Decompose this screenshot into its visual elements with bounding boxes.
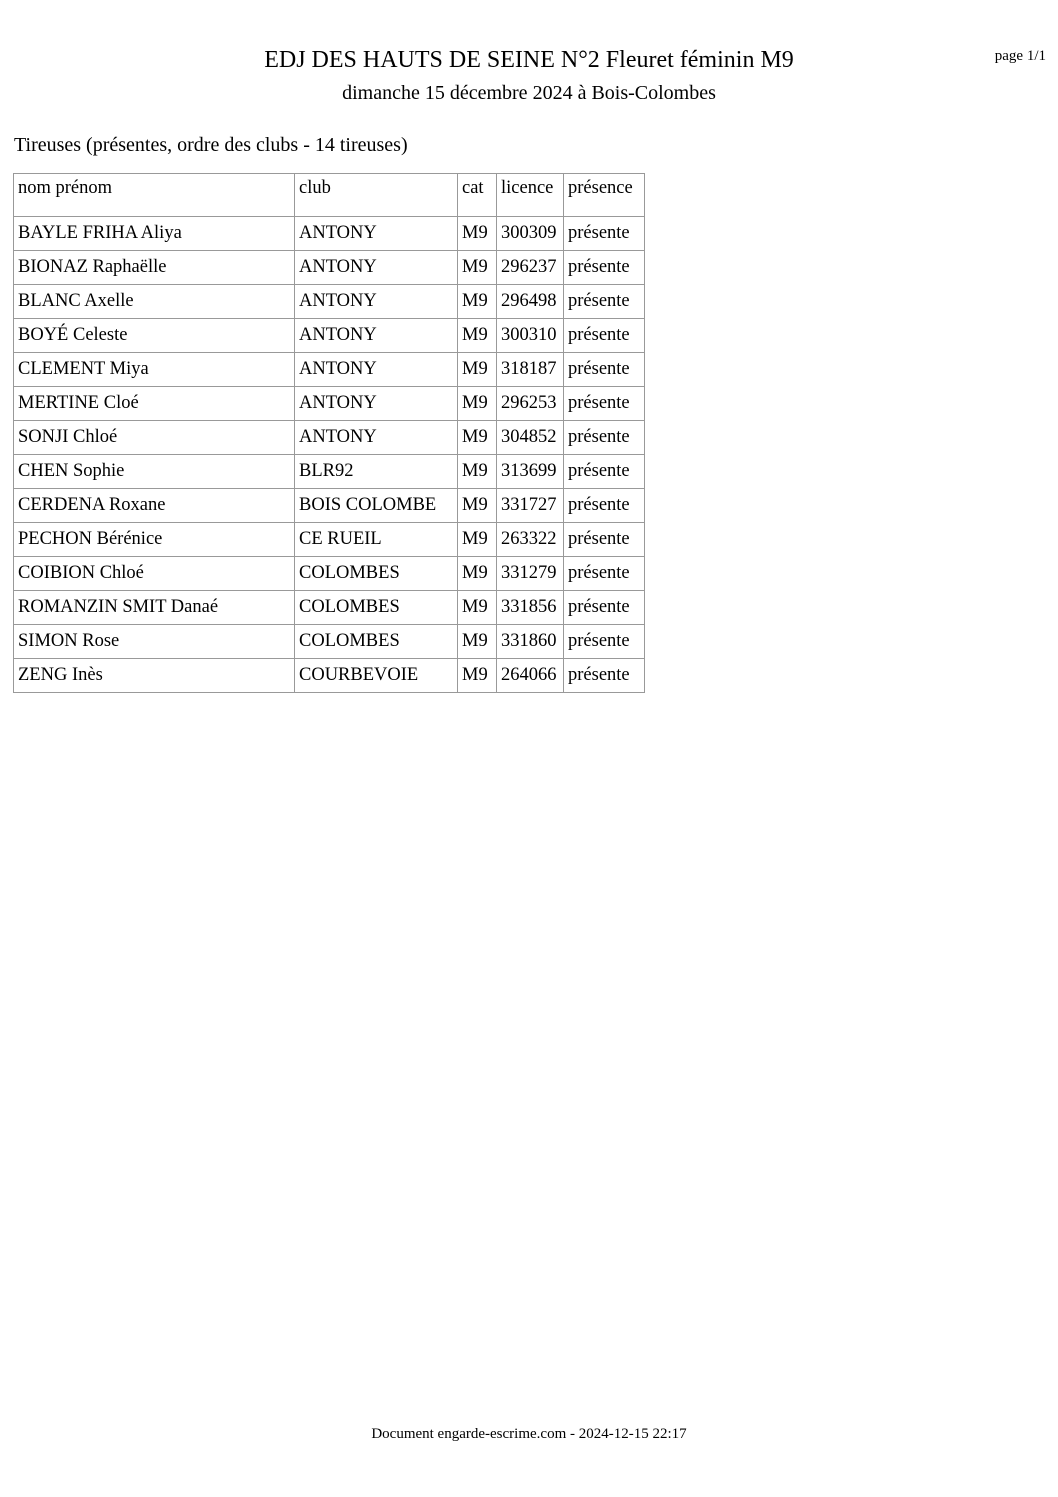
table-header-row (14, 174, 645, 217)
table-body (14, 217, 645, 693)
cell-presence: présente (564, 319, 645, 353)
cell-name: PECHON Bérénice (14, 523, 295, 557)
cell-cat: M9 (458, 659, 497, 693)
table-row (14, 523, 645, 557)
table-row (14, 421, 645, 455)
cell-cat: M9 (458, 455, 497, 489)
cell-name: MERTINE Cloé (14, 387, 295, 421)
cell-licence: 296253 (497, 387, 564, 421)
cell-cat: M9 (458, 387, 497, 421)
cell-club: BLR92 (295, 455, 458, 489)
cell-presence: présente (564, 489, 645, 523)
cell-name: BLANC Axelle (14, 285, 295, 319)
cell-name: SONJI Chloé (14, 421, 295, 455)
cell-licence: 331860 (497, 625, 564, 659)
table-row (14, 659, 645, 693)
table-row (14, 557, 645, 591)
cell-cat: M9 (458, 557, 497, 591)
cell-licence: 300309 (497, 217, 564, 251)
table-row (14, 625, 645, 659)
cell-presence: présente (564, 557, 645, 591)
cell-cat: M9 (458, 489, 497, 523)
cell-club: ANTONY (295, 319, 458, 353)
cell-presence: présente (564, 353, 645, 387)
cell-licence: 264066 (497, 659, 564, 693)
cell-presence: présente (564, 285, 645, 319)
table-row (14, 251, 645, 285)
cell-club: COLOMBES (295, 625, 458, 659)
cell-licence: 304852 (497, 421, 564, 455)
table-row (14, 387, 645, 421)
cell-name: CHEN Sophie (14, 455, 295, 489)
cell-club: COLOMBES (295, 591, 458, 625)
cell-name: COIBION Chloé (14, 557, 295, 591)
cell-cat: M9 (458, 523, 497, 557)
cell-name: ZENG Inès (14, 659, 295, 693)
cell-club: COLOMBES (295, 557, 458, 591)
table-row (14, 319, 645, 353)
cell-presence: présente (564, 591, 645, 625)
cell-cat: M9 (458, 421, 497, 455)
cell-presence: présente (564, 659, 645, 693)
cell-club: CE RUEIL (295, 523, 458, 557)
cell-cat: M9 (458, 591, 497, 625)
cell-name: BIONAZ Raphaëlle (14, 251, 295, 285)
cell-presence: présente (564, 217, 645, 251)
cell-licence: 318187 (497, 353, 564, 387)
cell-club: ANTONY (295, 217, 458, 251)
document-subtitle: dimanche 15 décembre 2024 à Bois-Colombes (342, 82, 716, 104)
cell-licence: 313699 (497, 455, 564, 489)
page-number: page 1/1 (994, 48, 1046, 64)
cell-cat: M9 (458, 319, 497, 353)
cell-club: ANTONY (295, 387, 458, 421)
table-row (14, 489, 645, 523)
table-row (14, 217, 645, 251)
cell-presence: présente (564, 251, 645, 285)
cell-club: ANTONY (295, 251, 458, 285)
cell-licence: 331279 (497, 557, 564, 591)
cell-name: BAYLE FRIHA Aliya (14, 217, 295, 251)
cell-name: CLEMENT Miya (14, 353, 295, 387)
cell-club: ANTONY (295, 285, 458, 319)
document-title: EDJ DES HAUTS DE SEINE N°2 Fleuret féminin M9 (264, 47, 794, 73)
cell-licence: 331727 (497, 489, 564, 523)
cell-name: SIMON Rose (14, 625, 295, 659)
cell-presence: présente (564, 625, 645, 659)
cell-club: ANTONY (295, 353, 458, 387)
column-header-club: club (295, 174, 458, 217)
cell-club: ANTONY (295, 421, 458, 455)
table-row (14, 591, 645, 625)
column-header-cat: cat (458, 174, 497, 217)
column-header-name: nom prénom (14, 174, 295, 217)
cell-licence: 263322 (497, 523, 564, 557)
cell-licence: 300310 (497, 319, 564, 353)
cell-licence: 296237 (497, 251, 564, 285)
cell-club: BOIS COLOMBE (295, 489, 458, 523)
cell-licence: 331856 (497, 591, 564, 625)
cell-name: ROMANZIN SMIT Danaé (14, 591, 295, 625)
cell-club: COURBEVOIE (295, 659, 458, 693)
fencers-table (13, 173, 645, 693)
cell-name: CERDENA Roxane (14, 489, 295, 523)
cell-cat: M9 (458, 353, 497, 387)
cell-name: BOYÉ Celeste (14, 319, 295, 353)
cell-cat: M9 (458, 285, 497, 319)
table-row (14, 285, 645, 319)
cell-cat: M9 (458, 625, 497, 659)
table-row (14, 455, 645, 489)
cell-cat: M9 (458, 217, 497, 251)
table-row (14, 353, 645, 387)
cell-presence: présente (564, 387, 645, 421)
cell-licence: 296498 (497, 285, 564, 319)
column-header-presence: présence (564, 174, 645, 217)
cell-cat: M9 (458, 251, 497, 285)
section-heading: Tireuses (présentes, ordre des clubs - 14 tireuses) (14, 134, 408, 156)
cell-presence: présente (564, 455, 645, 489)
cell-presence: présente (564, 421, 645, 455)
column-header-licence: licence (497, 174, 564, 217)
document-footer: Document engarde-escrime.com - 2024-12-15 22:17 (371, 1426, 687, 1442)
cell-presence: présente (564, 523, 645, 557)
